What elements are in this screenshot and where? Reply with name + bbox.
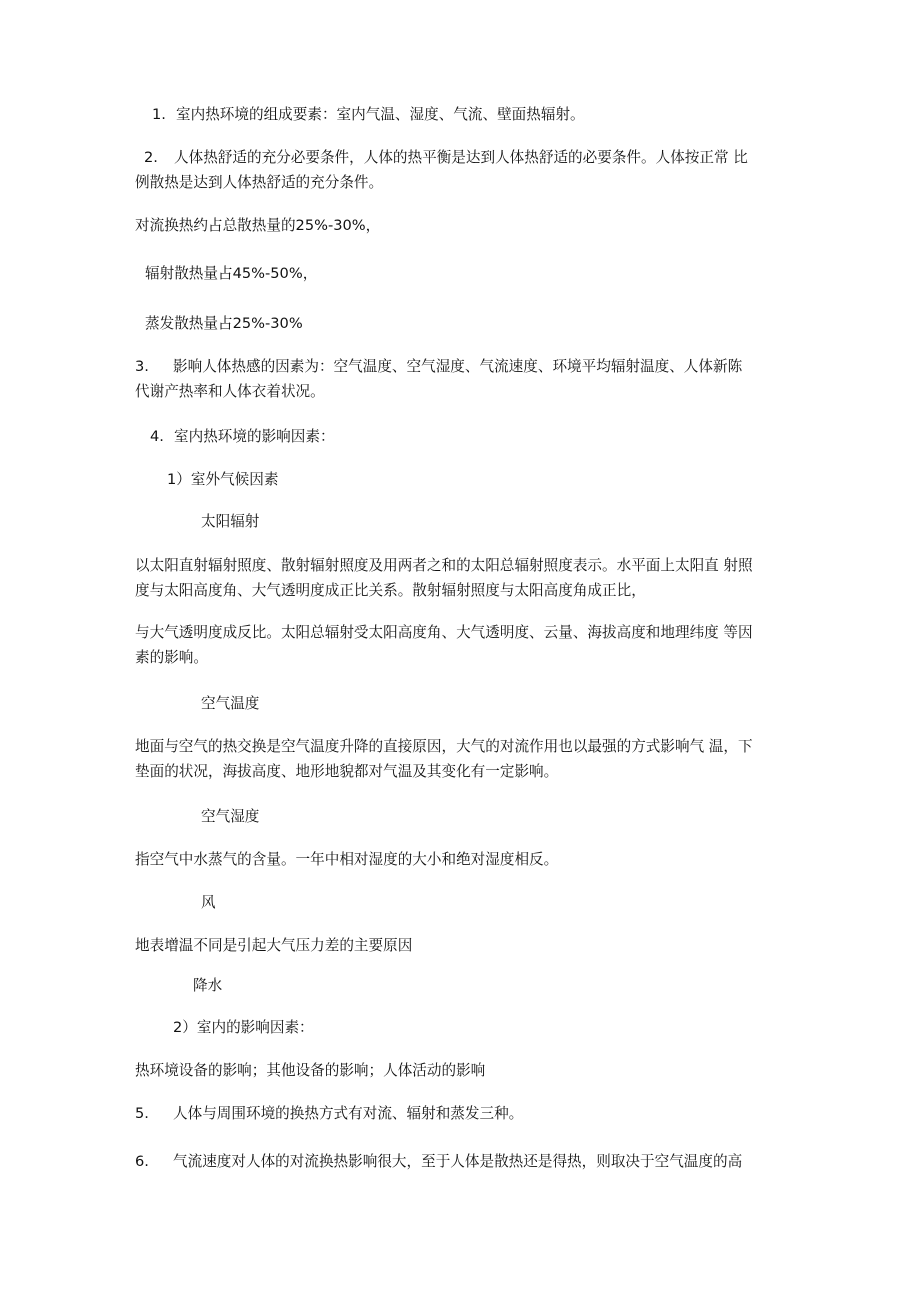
item-number: 6. [135,1153,149,1170]
item-number: 5. [135,1105,149,1122]
item-3-cont: 代谢产热率和人体衣着状况。 [135,383,325,400]
solar-para2-line2: 素的影响。 [135,649,208,666]
item-3 [135,357,742,377]
item-number: 4. [150,428,164,445]
item-4 [150,427,335,447]
item-5 [135,1104,523,1124]
item-number: 1. [152,106,166,123]
radiation-ratio: 辐射散热量占45%-50%， [145,265,318,282]
item-2-cont: 例散热是达到人体热舒适的充分条件。 [135,174,384,191]
humidity-text: 指空气中水蒸气的含量。一年中相对湿度的大小和绝对湿度相反。 [135,851,559,868]
heading-precipitation: 降水 [193,977,223,994]
item-text: 人体热舒适的充分必要条件，人体的热平衡是达到人体热舒适的必要条件。人体按正常 比 [174,149,748,166]
item-text: 气流速度对人体的对流换热影响很大，至于人体是散热还是得热，则取决于空气温度的高 [173,1153,743,1170]
solar-para-line2: 度与太阳高度角、大气透明度成正比关系。散射辐射照度与太阳高度角成正比， [135,582,646,599]
item-6 [135,1152,742,1172]
indoor-text: 热环境设备的影响；其他设备的影响；人体活动的影响 [135,1062,486,1079]
item-text: 影响人体热感的因素为：空气温度、空气湿度、气流速度、环境平均辐射温度、人体新陈 [173,358,743,375]
item-text: 人体与周围环境的换热方式有对流、辐射和蒸发三种。 [173,1105,524,1122]
wind-text: 地表增温不同是引起大气压力差的主要原因 [135,937,413,954]
air-temp-line2: 垫面的状况，海拔高度、地形地貌都对气温及其变化有一定影响。 [135,763,559,780]
subheading-outdoor: 1）室外气候因素 [167,471,279,488]
item-text: 室内热环境的影响因素： [174,428,335,445]
item-text: 室内热环境的组成要素：室内气温、湿度、气流、壁面热辐射。 [176,106,585,123]
solar-para2-line1: 与大气透明度成反比。太阳总辐射受太阳高度角、大气透明度、云量、海拔高度和地理纬度 等因 [135,624,753,641]
heading-humidity: 空气湿度 [201,808,260,825]
heading-solar: 太阳辐射 [201,513,260,530]
solar-para-line1: 以太阳直射辐射照度、散射辐射照度及用两者之和的太阳总辐射照度表示。水平面上太阳直 射照 [135,557,753,574]
heading-air-temp: 空气温度 [201,695,260,712]
item-number: 2. [144,149,158,166]
item-number: 3. [135,358,149,375]
evaporation-ratio: 蒸发散热量占25%-30% [145,315,303,332]
air-temp-line1: 地面与空气的热交换是空气温度升降的直接原因，大气的对流作用也以最强的方式影响气 温，下 [135,738,753,755]
item-1 [152,105,585,125]
heading-wind: 风 [201,894,216,911]
subheading-indoor: 2）室内的影响因素： [173,1019,314,1036]
item-2 [144,148,748,168]
convection-ratio: 对流换热约占总散热量的25%-30%， [135,217,381,234]
